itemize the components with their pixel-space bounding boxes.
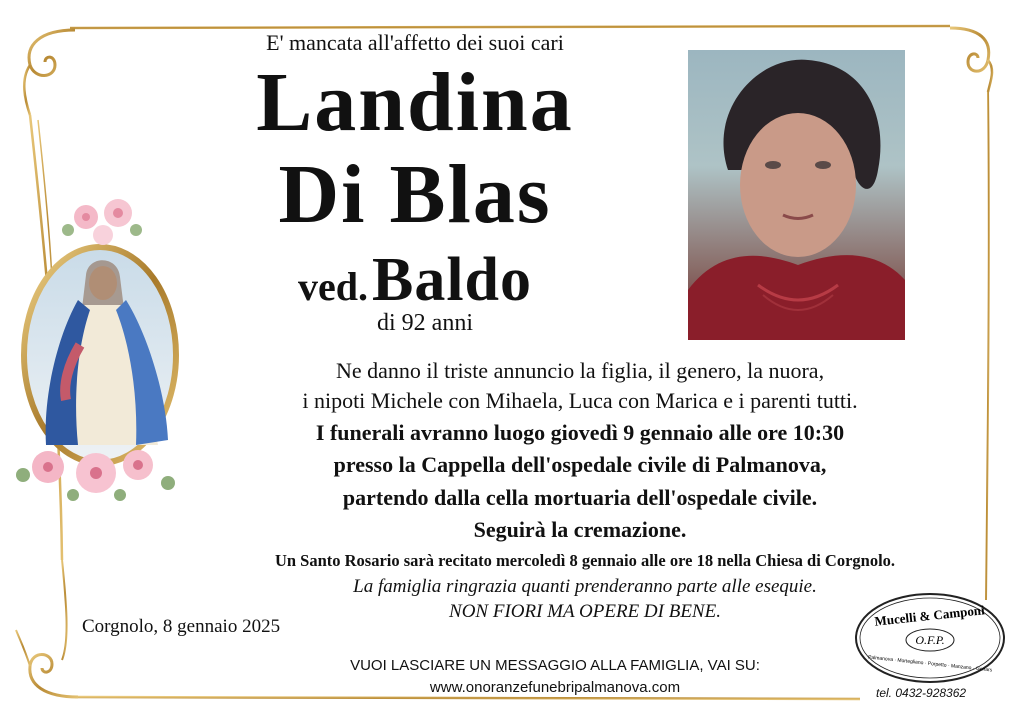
widow-name: Baldo xyxy=(371,246,533,314)
message-footer xyxy=(330,655,780,699)
rosary-line: Un Santo Rosario sarà recitato mercoledì 8 gennaio alle ore 18 nella Chiesa di Corgnolo. xyxy=(274,551,896,570)
phone-number: tel. 0432-928362 xyxy=(876,686,967,700)
funeral-line-3: partendo dalla cella mortuaria dell'ospedale civile. xyxy=(342,485,818,510)
funeral-home-stamp xyxy=(850,590,1010,690)
no-flowers-line: NON FIORI MA OPERE DI BENE. xyxy=(449,601,721,622)
message-invite: VUOI LASCIARE UN MESSAGGIO ALLA FAMIGLIA, VAI SU: xyxy=(350,657,760,674)
first-name: Landina xyxy=(256,56,574,149)
funeral-line-4: Seguirà la cremazione. xyxy=(473,517,687,542)
portrait-photo xyxy=(688,50,905,340)
stamp-name: Mucelli & Camponi xyxy=(873,602,986,629)
announcement-line-1: Ne danno il triste annuncio la figlia, il genero, la nuora, xyxy=(335,358,825,383)
age: di 92 anni xyxy=(377,310,473,336)
place-date: Corgnolo, 8 gennaio 2025 xyxy=(82,616,281,637)
announcement-line-2: i nipoti Michele con Mihaela, Luca con Marica e i parenti tutti. xyxy=(302,388,858,413)
stamp-initials: O.F.P. xyxy=(915,633,945,647)
website-link[interactable]: www.onoranzefunebripalmanova.com xyxy=(429,679,681,696)
widow-prefix: ved. xyxy=(297,264,368,309)
stamp-locations: Palmanova · Mortegliano · Porpetto · Manzano · Gonars xyxy=(867,654,993,674)
intro-line: E' mancata all'affetto dei suoi cari xyxy=(266,30,564,55)
funeral-line-2: presso la Cappella dell'ospedale civile di Palmanova, xyxy=(333,452,827,477)
funeral-line-1: I funerali avranno luogo giovedì 9 gennaio alle ore 10:30 xyxy=(315,420,845,445)
last-name: Di Blas xyxy=(278,148,552,241)
thanks-line: La famiglia ringrazia quanti prenderanno parte alle esequie. xyxy=(353,576,817,597)
